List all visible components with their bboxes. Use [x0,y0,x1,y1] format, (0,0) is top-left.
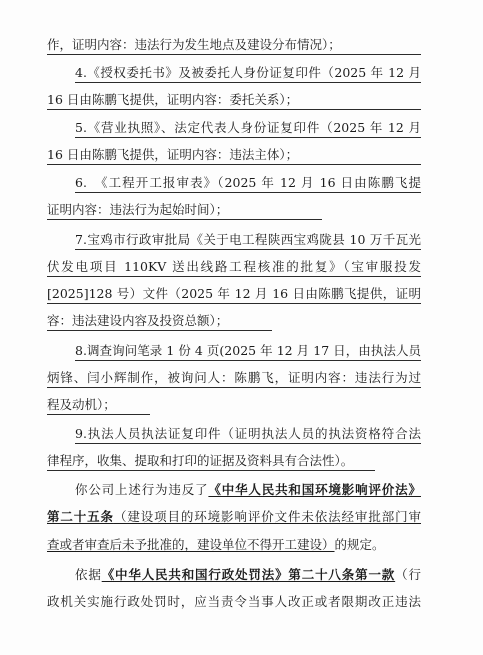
evidence-line-text: 《营业执照》、法定代表人身份证复印件（2025 年 12 月 [86,120,421,135]
violation-line-1 [75,481,421,499]
basis-text: （行 [395,567,421,582]
evidence-item-4-line-2 [47,91,421,110]
evidence-line-text: 调查询问笔录 1 份 4 页(2025 年 12 月 17 日，由执法人员 [86,343,421,358]
evidence-item-6-line-2 [47,201,322,220]
evidence-item-number: 7. [75,232,87,247]
evidence-line-text: 证明内容：违法行为起始时间）； [47,202,229,217]
evidence-item-8-line-1 [75,342,421,361]
evidence-item-6-line-1 [75,174,421,193]
evidence-line-text: 宝鸡市行政审批局《关于电工程陕西宝鸡陇县 10 万千瓦光 [86,232,421,247]
violation-lead: 你公司上述行为违反了 [75,482,209,497]
evidence-item-8-line-3 [47,396,150,415]
evidence-item-9-line-2 [47,452,375,471]
evidence-line-text: 执法人员执法证复印件（证明执法人员的执法资格符合法 [86,426,421,441]
evidence-item-7-line-2 [47,258,421,277]
evidence-line-text: 作，证明内容：违法行为发生地点及建设分布情况）； [47,37,341,52]
evidence-item-8-line-2 [47,369,421,388]
evidence-item-7-line-1 [75,231,421,250]
basis-text: 政机关实施行政处罚时，应当责令当事人改正或者限期改正违法 [47,594,421,609]
violation-closing: 的规定。 [334,537,385,552]
evidence-item-number: 6. [75,175,87,190]
article-text: （建设项目的环境影响评价文件未依法经审批部门审 [113,509,421,524]
evidence-line-text: 16 日由陈鹏飞提供，证明内容：委托关系）； [47,92,299,107]
evidence-item-4-line-1 [75,64,421,83]
evidence-item-5-line-1 [75,119,421,138]
evidence-line-text: 炳锋、闫小辉制作，被询问人：陈鹏飞，证明内容：违法行为过 [47,370,421,385]
evidence-item-number: 8. [75,343,87,358]
article-text: 查或者审查后未予批准的，建设单位不得开工建设） [47,537,335,552]
basis-law-article: 《中华人民共和国行政处罚法》第二十八条第一款 [101,567,396,582]
evidence-line-text: [2025]128 号）文件（2025 年 12 月 16 日由陈鹏飞提供，证明 [47,286,421,301]
evidence-item-9-line-1 [75,425,421,444]
evidence-item-7-line-4 [47,312,272,331]
evidence-item-number: 4. [75,65,87,80]
basis-line-2 [47,593,421,611]
violation-line-2 [47,508,421,526]
evidence-item-3-continuation [47,36,421,55]
evidence-line-text: 16 日由陈鹏飞提供，证明内容：违法主体）； [47,147,299,162]
evidence-item-7-line-3 [47,285,421,304]
evidence-line-text: 容：违法建设内容及投资总额）； [47,313,229,328]
evidence-item-5-line-2 [47,146,421,165]
basis-lead: 依据 [75,567,102,582]
evidence-item-number: 9. [75,426,87,441]
violated-article: 第二十五条 [47,509,114,524]
evidence-line-text: 《授权委托书》及被委托人身份证复印件（2025 年 12 月 [86,65,421,80]
violation-line-3 [47,536,421,554]
basis-line-1 [75,566,421,584]
evidence-line-text: 伏发电项目 110KV 送出线路工程核准的批复》（宝审服投发 [47,259,421,274]
evidence-line-text: 程及动机）； [47,397,116,412]
evidence-line-text: 律程序，收集、提取和打印的证据及资料具有合法性）。 [47,453,354,468]
violated-law-title: 《中华人民共和国环境影响评价法》 [208,482,421,497]
evidence-item-number: 5. [75,120,87,135]
evidence-line-text: 《工程开工报审表》（2025 年 12 月 16 日由陈鹏飞提 [93,175,421,190]
